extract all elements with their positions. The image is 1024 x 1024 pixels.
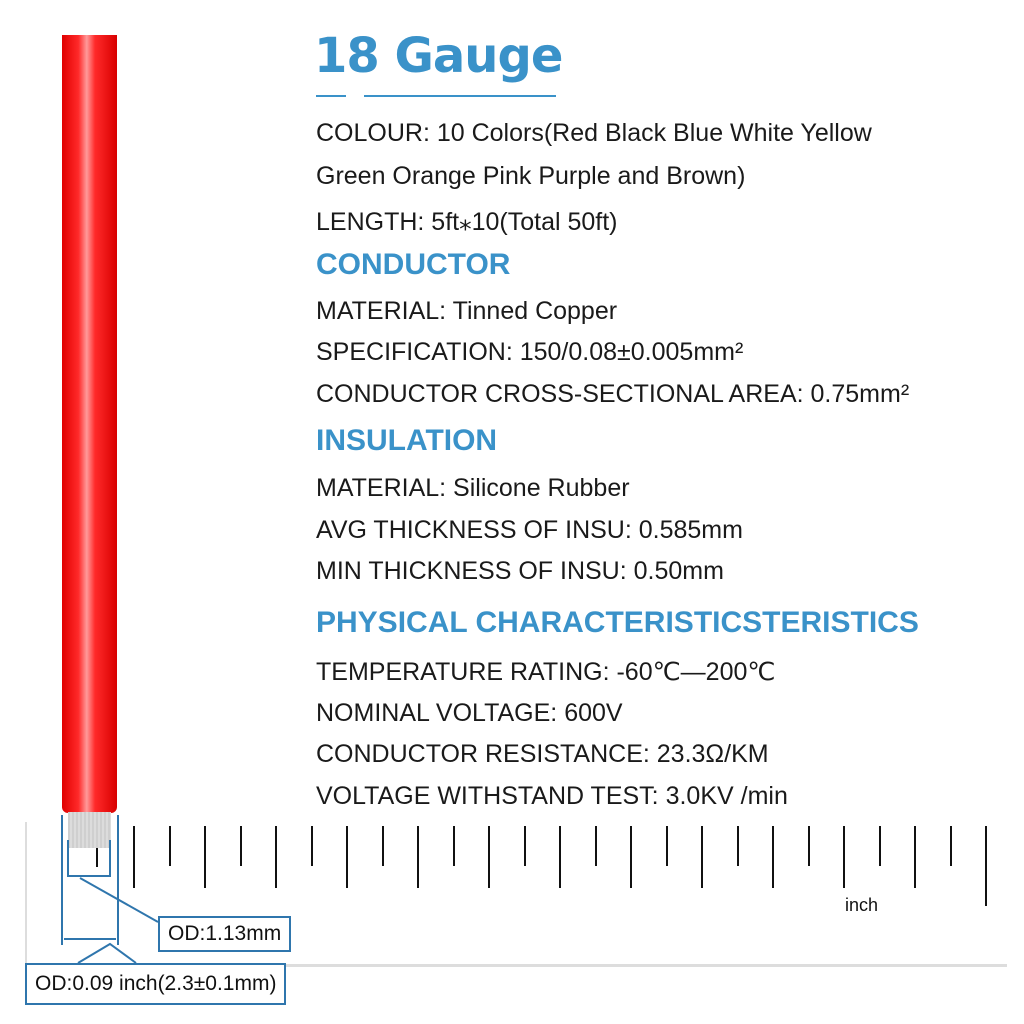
spec-line: MIN THICKNESS OF INSU: 0.50mm (316, 557, 724, 585)
spec-line: MATERIAL: Tinned Copper (316, 297, 618, 325)
inner-od-label: OD:1.13mm (158, 916, 291, 952)
spec-line: MATERIAL: Silicone Rubber (316, 474, 630, 502)
spec-line: NOMINAL VOLTAGE: 600V (316, 699, 623, 727)
spec-line: CONDUCTOR RESISTANCE: 23.3Ω/KM (316, 740, 769, 768)
ruler-unit: inch (845, 895, 879, 915)
length-line: LENGTH: 5ft⁎10(Total 50ft) (316, 208, 618, 236)
page-title: 18 Gauge (314, 28, 563, 84)
colour-line: COLOUR: 10 Colors(Red Black Blue White Yellow (316, 119, 872, 147)
conductor-heading: CONDUCTOR (316, 248, 511, 281)
spec-line: SPECIFICATION: 150/0.08±0.005mm² (316, 338, 744, 366)
colour-line-2: Green Orange Pink Purple and Brown) (316, 162, 746, 190)
spec-line: VOLTAGE WITHSTAND TEST: 3.0KV /min (316, 782, 788, 810)
outer-od-label: OD:0.09 inch(2.3±0.1mm) (25, 963, 286, 1005)
spec-line: CONDUCTOR CROSS-SECTIONAL AREA: 0.75mm² (316, 380, 910, 408)
spec-line: AVG THICKNESS OF INSU: 0.585mm (316, 516, 743, 544)
insulation-heading: INSULATION (316, 424, 498, 457)
physical-heading: PHYSICAL CHARACTERISTICSTERISTICS (316, 606, 919, 639)
spec-line: TEMPERATURE RATING: -60℃—200℃ (316, 658, 776, 686)
